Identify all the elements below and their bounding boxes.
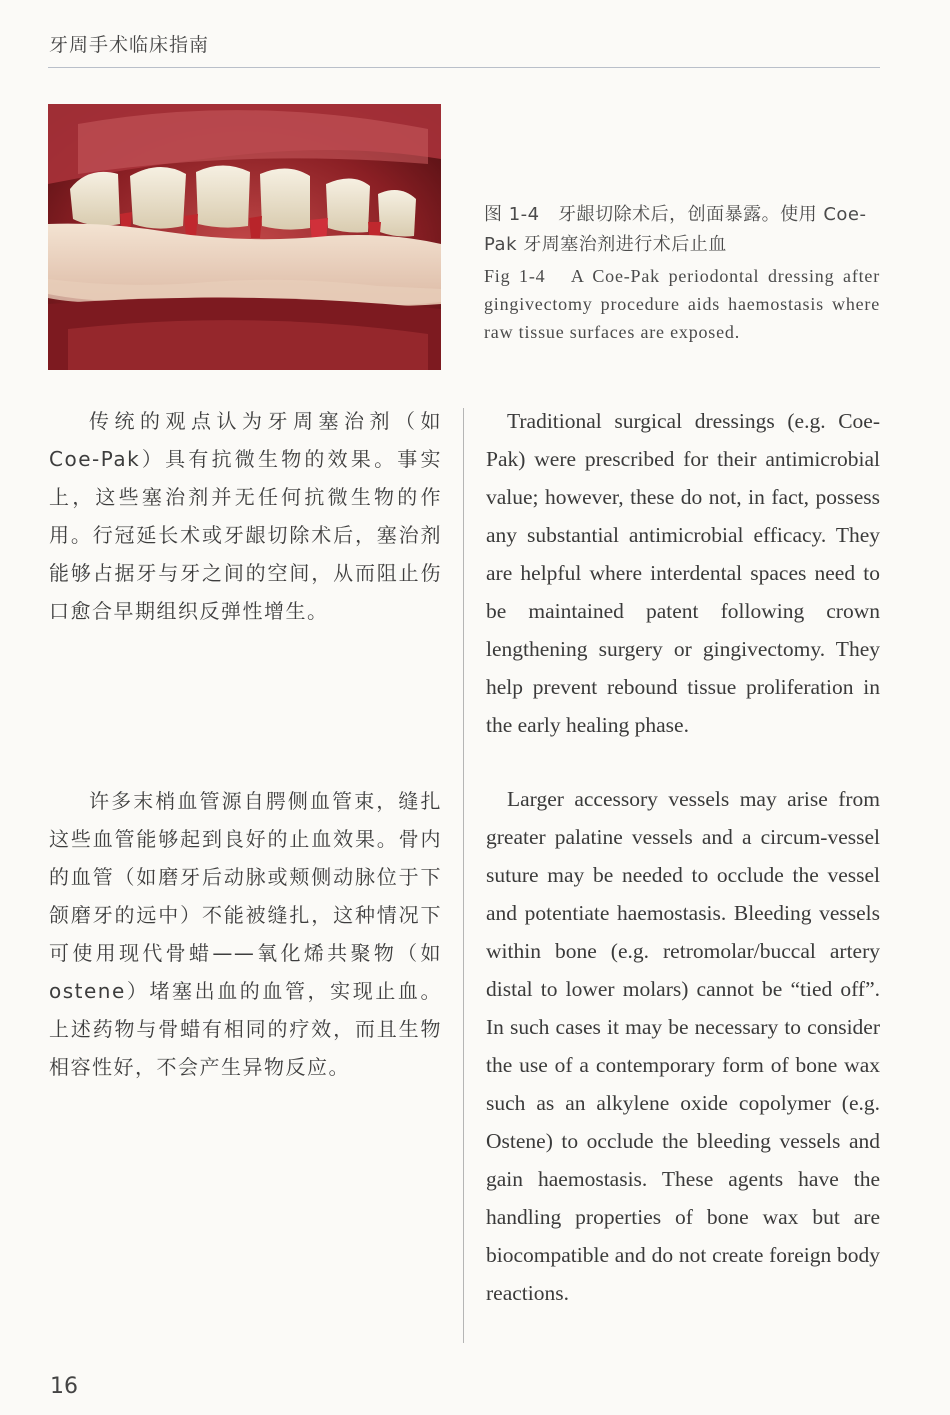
figure-photo-coe-pak-dressing xyxy=(48,104,441,370)
page-number: 16 xyxy=(50,1374,78,1399)
figure-caption xyxy=(484,200,880,346)
figure-caption-english: Fig 1-4 A Coe-Pak periodontal dressing after gingivectomy procedure aids haemostasis where raw tissue surfaces are exposed. xyxy=(484,266,880,342)
running-header-title: 牙周手术临床指南 xyxy=(49,34,210,56)
body-paragraph-en-1: Traditional surgical dressings (e.g. Coe-Pak) were prescribed for their antimicrobial value; however, these do not, in fact, possess any substantial antimicrobial efficacy. They are helpful where interdental spaces need to be maintained patent following crown lengthening surgery or gingivectomy. They help prevent rebound tissue proliferation in the early healing phase. xyxy=(486,409,880,737)
body-paragraph-en-2: Larger accessory vessels may arise from greater palatine vessels and a circum-vessel suture may be needed to occlude the vessel and potentiate haemostasis. Bleeding vessels within bone (e.g. retromolar/buccal artery distal to lower molars) cannot be “tied off”. In such cases it may be necessary to consider the use of a contemporary form of bone wax such as an alkylene oxide copolymer (e.g. Ostene) to occlude the bleeding vessels and gain haemostasis. These agents have the handling properties of bone wax but are biocompatible and do not create foreign body reactions. xyxy=(486,787,880,1305)
body-paragraph-zh-1: 传统的观点认为牙周塞治剂（如 Coe-Pak）具有抗微生物的效果。事实上，这些塞治剂并无任何抗微生物的作用。行冠延长术或牙龈切除术后，塞治剂能够占据牙与牙之间的空间，从而阻止伤口愈合早期组织反弹性增生。 xyxy=(49,409,442,623)
figure-caption-chinese: 图 1-4 牙龈切除术后，创面暴露。使用 Coe-Pak 牙周塞治剂进行术后止血 xyxy=(484,204,867,255)
column-divider xyxy=(463,408,464,1343)
body-paragraph-zh-2: 许多末梢血管源自腭侧血管束，缝扎这些血管能够起到良好的止血效果。骨内的血管（如磨牙后动脉或颊侧动脉位于下颌磨牙的远中）不能被缝扎，这种情况下可使用现代骨蜡——氧化烯共聚物（如 ostene）堵塞出血的血管，实现止血。上述药物与骨蜡有相同的疗效，而且生物相容性好，不会产生异物反应。 xyxy=(49,789,442,1079)
header-divider xyxy=(48,67,880,68)
